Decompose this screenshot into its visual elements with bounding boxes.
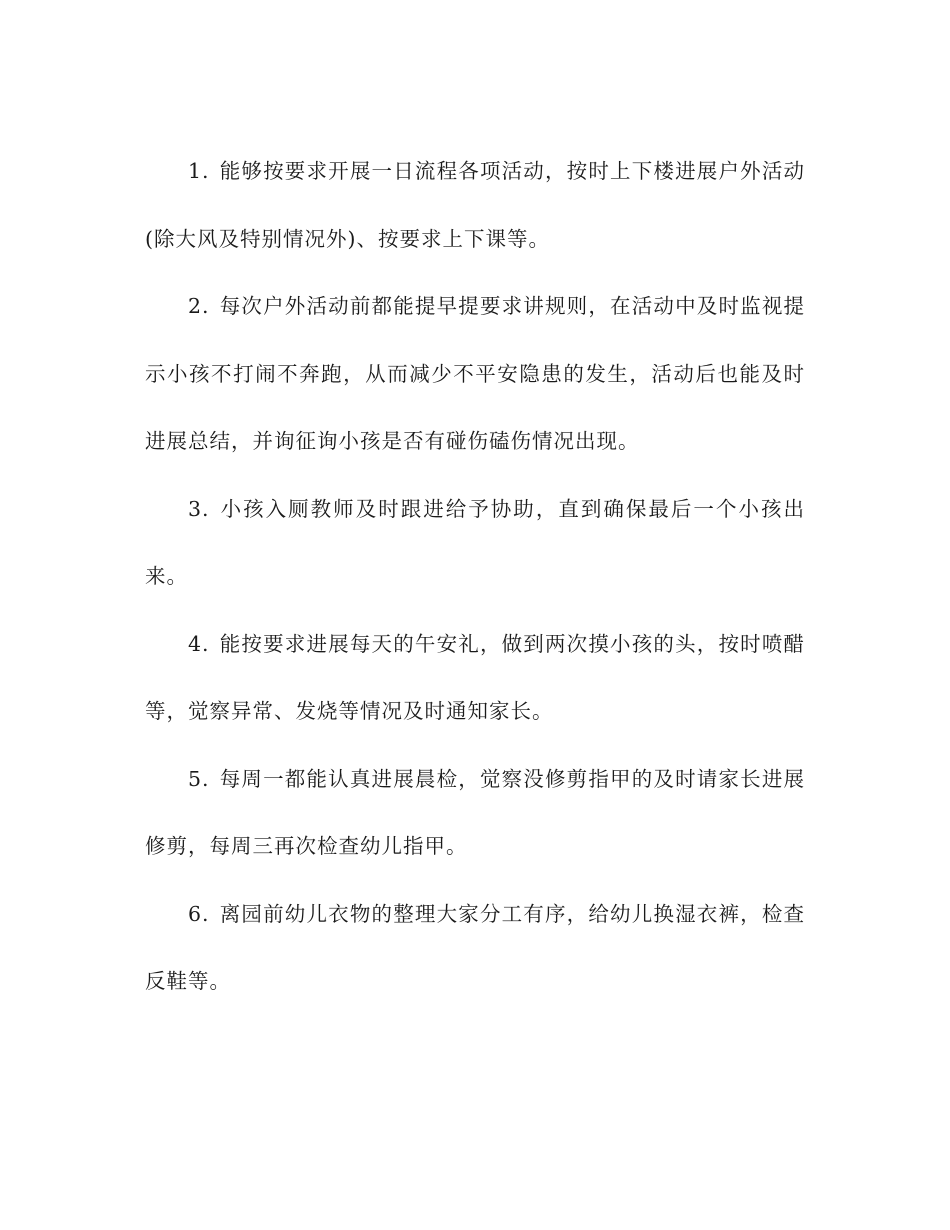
list-item — [145, 138, 805, 273]
item-number: 5. — [188, 766, 210, 791]
document-body — [145, 138, 805, 1016]
item-text: 离园前幼儿衣物的整理大家分工有序，给幼儿换湿衣裤，检查反鞋等。 — [145, 901, 805, 993]
item-text: 小孩入厕教师及时跟进给予协助，直到确保最后一个小孩出来。 — [145, 496, 805, 588]
item-number: 2. — [188, 294, 210, 318]
list-item — [145, 273, 805, 476]
item-number: 1. — [188, 159, 210, 183]
item-text: 每周一都能认真进展晨检，觉察没修剪指甲的及时请家长进展修剪，每周三再次检查幼儿指甲。 — [145, 766, 805, 858]
item-text: 每次户外活动前都能提早提要求讲规则，在活动中及时监视提示小孩不打闹不奔跑，从而减少不平安隐患的发生，活动后也能及时进展总结，并询征询小孩是否有碰伤磕伤情况出现。 — [145, 294, 805, 453]
item-text: 能够按要求开展一日流程各项活动，按时上下楼进展户外活动(除大风及特别情况外)、按要求上下课等。 — [145, 159, 805, 251]
list-item — [145, 746, 805, 881]
item-number: 6. — [188, 901, 210, 926]
item-number: 4. — [188, 631, 210, 656]
list-item — [145, 476, 805, 611]
list-item — [145, 611, 805, 746]
item-text: 能按要求进展每天的午安礼，做到两次摸小孩的头，按时喷醋等，觉察异常、发烧等情况及时通知家长。 — [145, 631, 805, 723]
list-item — [145, 881, 805, 1016]
item-number: 3. — [188, 496, 210, 521]
